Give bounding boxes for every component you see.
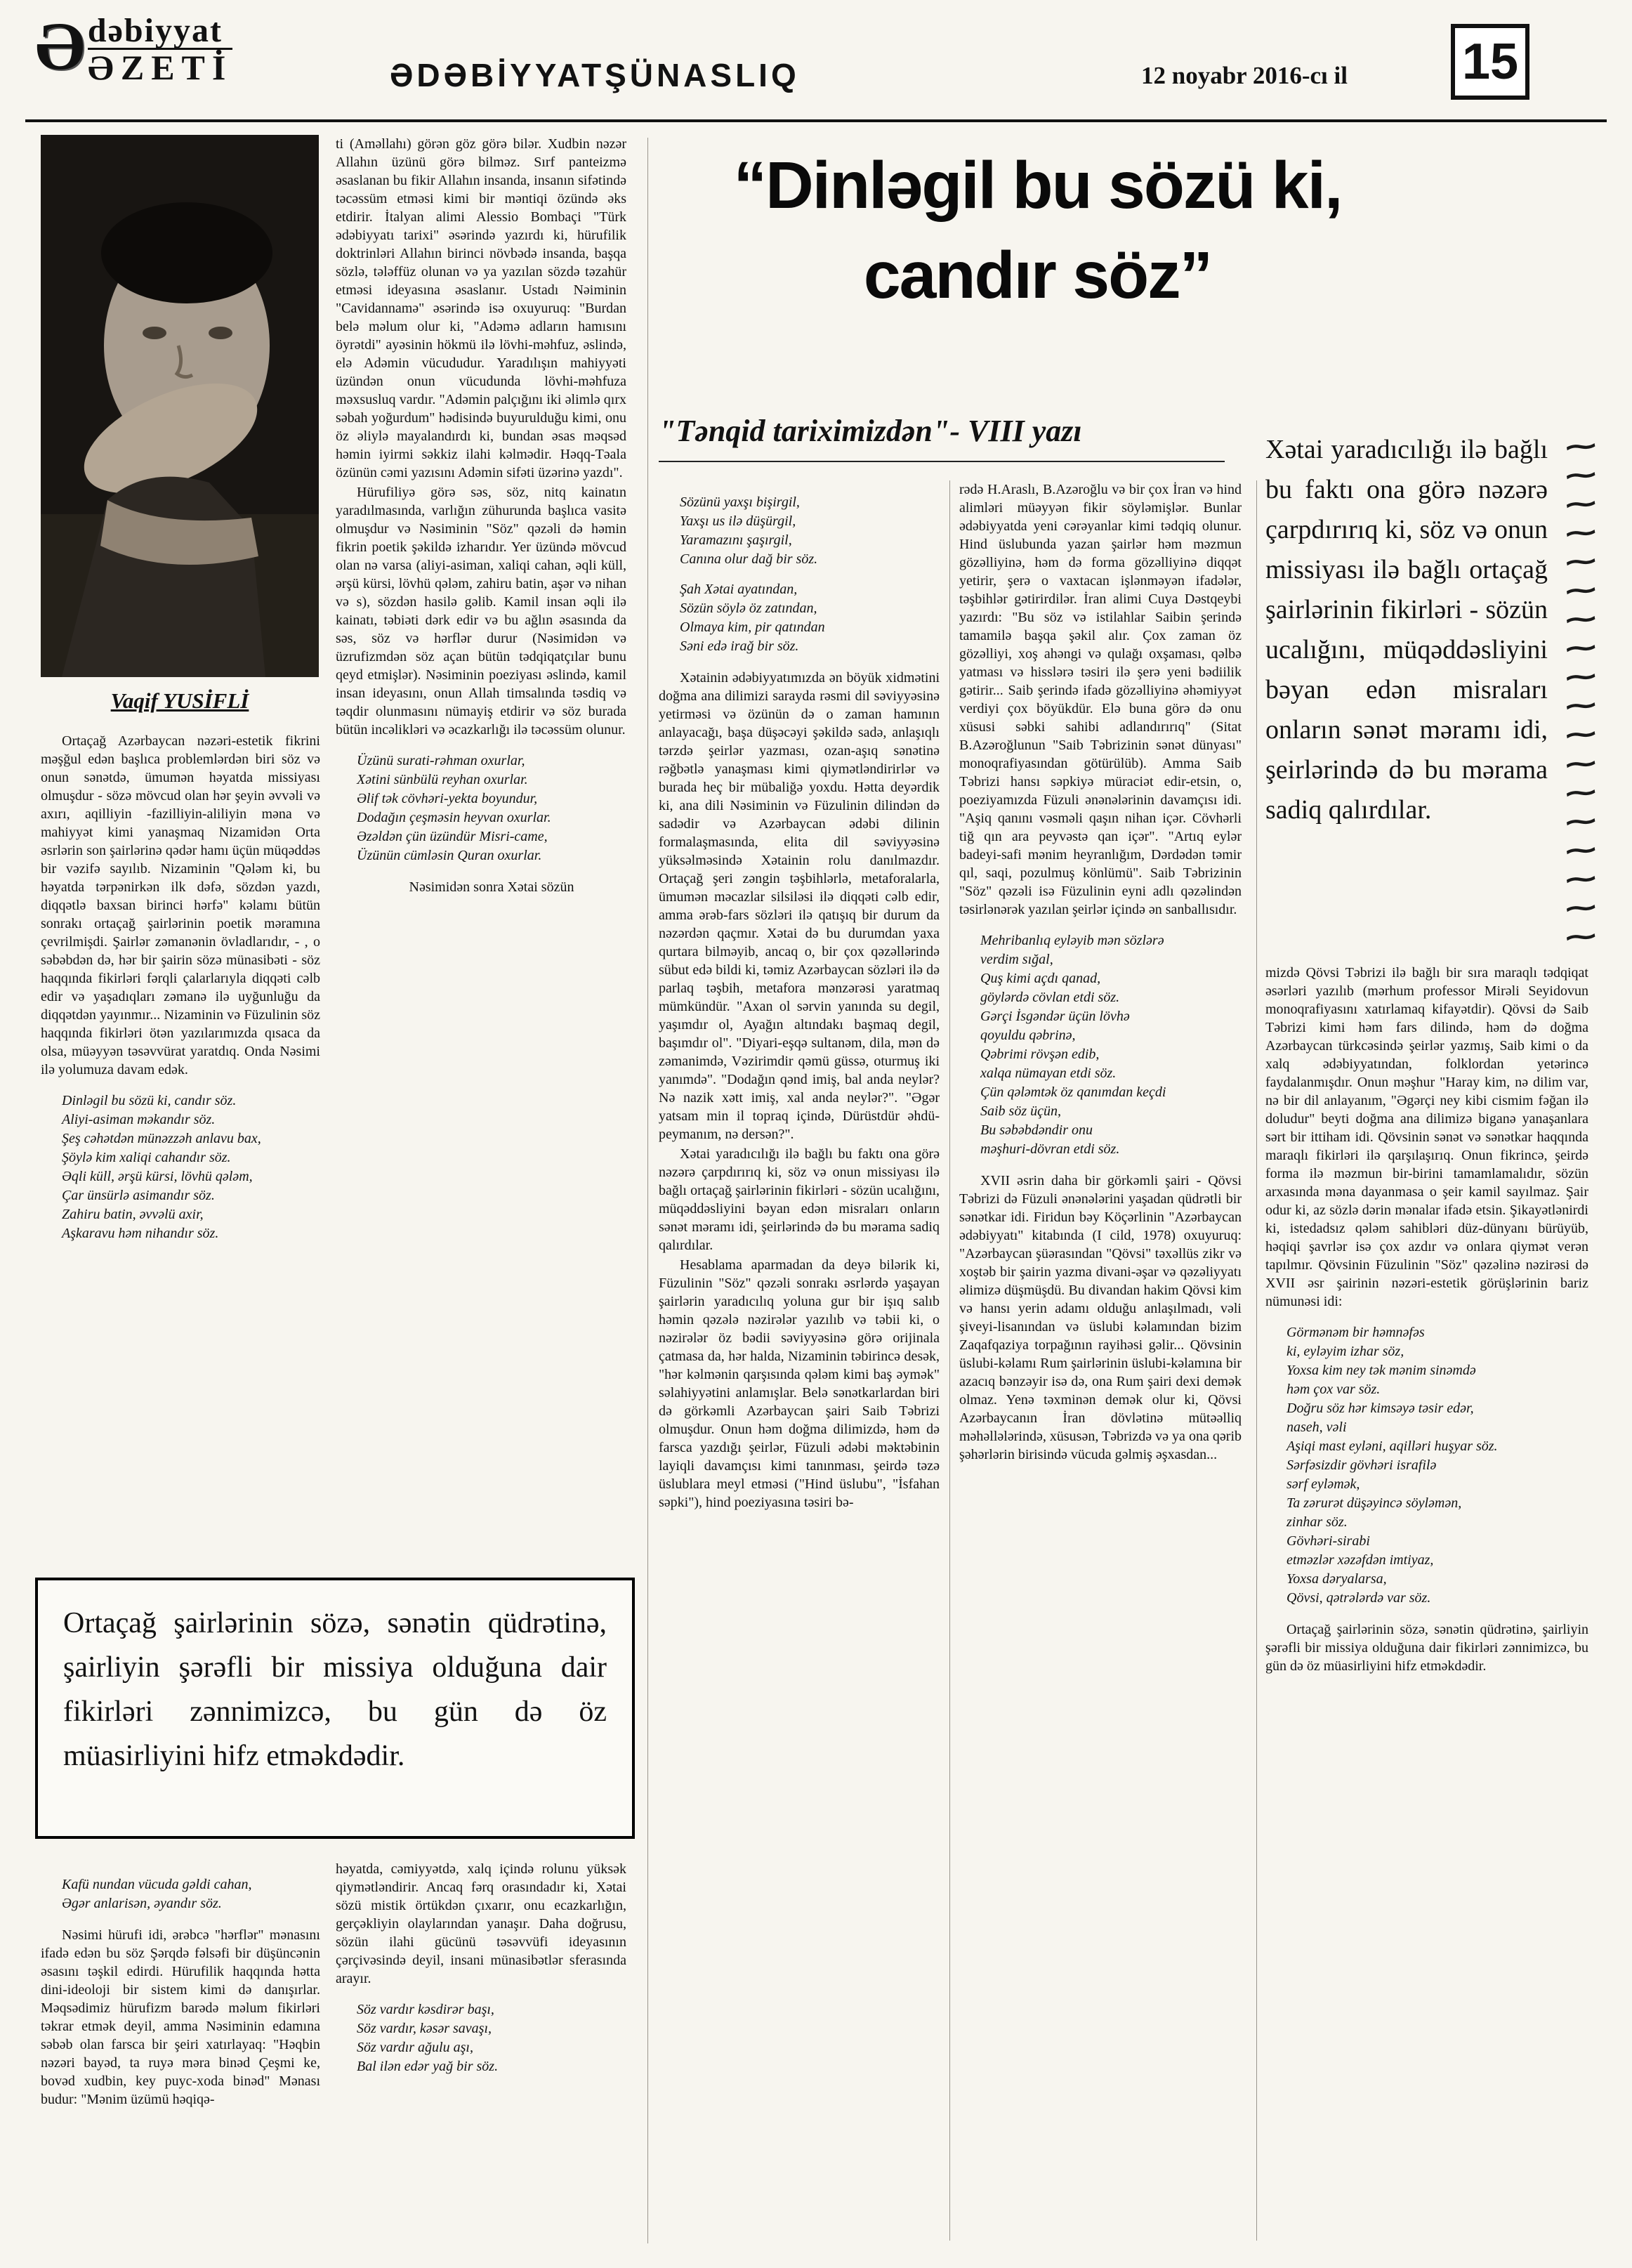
squiggle-mark: ~ xyxy=(1559,688,1603,722)
column-rule xyxy=(949,480,950,2241)
poem-line: ki, eyləyim izhar söz, xyxy=(1286,1344,1404,1359)
squiggle-mark: ~ xyxy=(1559,429,1603,463)
poem-line: Bu səbəbdəndir onu xyxy=(980,1122,1093,1138)
issue-date: 12 noyabr 2016-cı il xyxy=(1141,62,1348,89)
poem-line: Üzünün cümləsin Quran oxurlar. xyxy=(357,848,542,863)
poem-line: Qəbrimi rövşən edib, xyxy=(980,1047,1100,1062)
squiggle-mark: ~ xyxy=(1559,775,1603,809)
squiggle-mark: ~ xyxy=(1559,862,1603,896)
squiggle-mark: ~ xyxy=(1559,602,1603,636)
poem-line: Qövsi, qətrələrdə var söz. xyxy=(1286,1590,1431,1606)
headline-block xyxy=(657,140,1419,321)
poem-line: verdim sığal, xyxy=(980,952,1053,967)
poem-line: Əlif tək cövhəri-yekta boyundur, xyxy=(357,791,538,806)
author-caption: Vaqif YUSİFLİ xyxy=(110,688,249,713)
squiggle-mark: ~ xyxy=(1559,919,1603,953)
poem-line: nasеh, vəli xyxy=(1286,1420,1347,1435)
poem-line: Saib söz üçün, xyxy=(980,1103,1061,1119)
poem-line: Xətini sünbülü reyhan oxurlar. xyxy=(357,772,528,787)
poem-line: Sözün söylə öz zatından, xyxy=(680,601,817,616)
paragraph: rədə H.Araslı, B.Azəroğlu və bir çox İran və hind alimləri müəyyən fikir söyləmişlər. Bunlar ədəbiyyatda yeni cərəyanlar kimi tədqiq olunur. Hind üslubunda yazan şairlər həm məzmun gözəlliyinə, həm də forma gözəlliyinə diqqət yetirir, şerə o vaxtacan işlənməyən ifadələr, təşbihlər gətirirdilər. İran alimi Cuya Dəstqeybi yazırdı: "Bu söz və istilahlar Saibin şerində tamamilə başqa şəkil alır. Çox zaman öz gözəlliyi, xoş ahəngi və qulağı oxşaması, qəlbə yatması və hisslərə təsiri ilə şerə yeni bədiilik gətirir... Saib şerində ifadə gözəlliyinə əhəmiyyət verdiyi çox böyükdür. Elə buna görə də onu xüsusi səbki sahibi adlandırırıq" (Sitat B.Azəroğlunun "Saib Təbrizinin sənət dünyası" monoqrafiyasından götürülüb). Amma Saib Təbrizi hansı səpkiyə müraciət edir-etsin, o, poeziyamızda Füzuli ənənələrinin davamçısı idi. "Aşiq qanını vəsməli qaşın nihan içər. Cövhərli tiğ qın ara peyvəstə qan içər". "Artıq eylər badeyi-safi mənim heyranlığım, Dərdədən təmir qıl, saqi, pozulmuş könlümü". Saib Təbrizinin "Söz" qəzəli isə Füzulinin eyni adlı qəzəlindən təsirlənərək yazılan şeirlər içində ən sanballısıdır. xyxy=(959,482,1242,917)
poem-line: Ta zərurət düşəyincə söyləmən, xyxy=(1286,1495,1462,1511)
squiggle-decoration xyxy=(1553,429,1608,953)
squiggle-mark: ~ xyxy=(1559,516,1603,549)
poem-line: Söz vardır kəsdirər başı, xyxy=(357,2002,494,2017)
squiggle-mark: ~ xyxy=(1559,458,1603,492)
squiggle-mark: ~ xyxy=(1559,891,1603,924)
paragraph: Hürufiliyə görə səs, söz, nitq kainatın yaradılmasında, varlığın zühurunda başlıca vasitə olmuşdur və Nəsiminin "Söz" qəzəli də həmin fikrin poetik şəkildə izharıdır. Yer üzündə mövcud olan nə varsa (aliyi-asiman, xaliqi cahan, əqli küll, ərşü kürsi, lövhü qələm, zahiru batin, aşər və nihan və s), sözdən hasilə gəlib. Kamil insan əqli ilə kainatı, təbiəti dərk edir və bu ağlın əsasında da səs, söz və hərflər durur (Nəsimidən və üzrufizmdən söz açan bütün tədqiqatçılar bunu qeyd etmişlər). Nəsiminin poeziyası əslində, kamil insan ideyasını, onun Allah timsalında təsdiq və təqdir olunmasını nümayiş etdirir və söz burada bütün incəlikləri və əcazkarlığı ilə təcəssüm olunur. xyxy=(336,485,626,738)
paragraph: mizdə Qövsi Təbrizi ilə bağlı bir sıra maraqlı tədqiqat əsərləri yazılıb (mərhum professor Mirəli Seyidovun monoqrafiyasını xatırlamaq kifayətdir). Qövsi də Saib Təbrizi kimi həm fars dilində, həm də doğma Azərbaycan türkcəsində şeirlər yazmış, Saib kimi o da xalq ədəbiyyatından, folklordan yetərincə faydalanmışdır. Onun məşhur "Haray kim, nə dilim var, nə bir dil anlayanım, "Əgərçi ney kibi cismim fəğan ilə doludur" beyti doğma ana dilimizə biganə yanaşanlara sərt bir ittiham idi. Qövsinin sənət və sənətkar haqqında maraqlı fikirləri ilə qarşılaşırıq. Onun fikrincə, şeirdə forma ilə məzmun bir-birini tamamlamalıdır, sözün arxasında məna dayanmasa o şeir kamil sayılmaz. Şair odur ki, az sözlə dərin mənalar ifadə etsin. Şikayətlənirdi ki, istedadsız qələm sahibləri düz-dünyanı bürüyüb, həqiqi şavrlər isə çox azdır və onlara qiymət verən tapılmır. Qövsinin Füzulinin "Söz" qəzəlinə nəzirəsi də XVII əsr şairinin nəzəri-estetik görüşlərinin bariz nümunəsi idi: xyxy=(1265,965,1588,1309)
pull-quote-box xyxy=(35,1578,635,1839)
poem-line: Bal ilən edər yağ bir söz. xyxy=(357,2059,499,2074)
squiggle-mark: ~ xyxy=(1559,833,1603,867)
poem-line: Gövhəri-sirabi xyxy=(1286,1533,1370,1549)
portrait-photo xyxy=(41,135,319,677)
poem-line: Gərçi İsgəndər üçün lövhə xyxy=(980,1009,1130,1024)
paragraph: Ortaçağ Azərbaycan nəzəri-estetik fikrini məşğul edən başlıca problemlərdən biri söz və onun sənətdə, ümumən həyatda missiyası olmuşdur - sözə mövcud olan hər şeyin əvvəli və axırı, aqilliyin -fazilliyin-aliliyin məna və mahiyyət kimi yanaşmaq Nizamidən Orta əsrlərin son şairlərinə qədər hamı üçün müqəddəs bir vəzifə sayılıb. Nizaminin "Qələm ki, bu həyatda tərpənirkən ilk dəfə, sözdən yazdı, diqqətlə baxsan birinci hərfə" kəlamı bütün sonrakı ortaçağ şairlərinin poetik məramına çevrilmişdi. Şairlər zəmanənin övladlarıdır, - , o səbəbdən də, hər bir şairin sözə münasibəti - söz haqqında fikirləri fərqli çalarlarıyla diqqəti cəlb edir və yaşadıqları zəmanə ilə uyğunluğu da diqqətdən yayınmır... Nizaminin və Füzulinin söz haqqında fikirləri ötən yazılarımızda qısaca da olsa, müəyyən təsəvvürat yaratdıq. Onda Nəsimi ilə yolumuza davam edək. xyxy=(41,733,320,1077)
logo-line1: dəbiyyat xyxy=(87,12,223,49)
poem xyxy=(1286,1323,1588,1608)
poem-line: Zahiru batin, əvvəlü axir, xyxy=(62,1207,204,1222)
poem-line: Mehribanlıq eyləyib mən sözlərə xyxy=(980,933,1164,948)
header-rule xyxy=(25,119,1607,122)
poem-line: Əgər anlarisən, əyandır söz. xyxy=(62,1896,222,1911)
paragraph: Nəsimi hürufi idi, ərəbcə "hərflər" mənasını ifadə edən bu söz Şərqdə fəlsəfi bir düşüncənin əsasını təşkil edirdi. Hürufilik haqqında hətta dini-ideoloji bir sistem kimi də danışırlar. Məqsədimiz hürufizm barədə məlum fikirləri təkrar etmək deyil, amma Nəsiminin edamına səbəb olan farsca bir şeiri xatırlayaq: "Həqbin nəzəri bayəd, ta ruyə məra binəd Çeşmi ke, bovəd xudbin, key puyc-xoda binəd" Mənası budur: "Mənim üzümü həqiqə- xyxy=(41,1927,320,2107)
pull-quote-text: Ortaçağ şairlərinin sözə, sənətin qüdrətinə, şairliyin şərəfli bir missiya olduğuna dair fikirləri zənnimizcə, bu gün də öz müasirliyini hifz etməkdədir. xyxy=(63,1607,607,1772)
poem-line: Olmaya kim, pir qatından xyxy=(680,620,825,635)
poem xyxy=(980,931,1242,1159)
article-column-4 xyxy=(959,480,1242,2243)
headline-line2: candır söz” xyxy=(863,238,1212,313)
article-column-5 xyxy=(1265,964,1588,2245)
poem-line: Canına olur dağ bir söz. xyxy=(680,551,818,567)
poem-line: Aliyi-asiman məkandır söz. xyxy=(62,1112,216,1127)
squiggle-mark: ~ xyxy=(1559,573,1603,607)
poem-line: Şah Xətai ayatından, xyxy=(680,582,798,597)
poem-line: Üzünü surati-rəhman oxurlar, xyxy=(357,753,525,768)
poem-line: Çün qələmtək öz qanımdan keçdi xyxy=(980,1084,1166,1100)
headline-line1: “Dinləgil bu sözü ki, xyxy=(733,148,1342,223)
poem-line: Şeş cəhətdən münəzzəh anlavu bax, xyxy=(62,1131,261,1146)
poem-line: həm çox var söz. xyxy=(1286,1382,1381,1397)
section-title: ƏDƏBİYYATŞÜNASLIQ xyxy=(390,57,800,93)
squiggle-mark: ~ xyxy=(1559,660,1603,693)
poem-line: Çar ünsürlə asimandır söz. xyxy=(62,1188,215,1203)
paragraph: Nəsimidən sonra Xətai sözün xyxy=(409,879,574,895)
squiggle-mark: ~ xyxy=(1559,746,1603,780)
squiggle-mark: ~ xyxy=(1559,544,1603,578)
paragraph: Ortaçağ şairlərinin sözə, sənətin qüdrətinə, şairliyin şərəfli bir missiya olduğuna dair fikirləri zənnimizcə, bu gün də öz müasirliyini hifz etməkdədir. xyxy=(1265,1622,1588,1674)
paragraph: ti (Aməllahı) görən göz görə bilər. Xudbin nəzər Allahın üzünü görə bilməz. Sırf panteizmə əsaslanan bu fikir Allahın insanda, insanın sifətində təcəssüm etməsi kimi bir məntiqi özündə əks etdirir. İtalyan alimi Alessio Bombaçi "Türk ədəbiyyatı tarixi" əsərində yazırdı ki, hürufilik doktrinləri Allahın birinci növbədə insanda, başqa sözlə, tələffüz olunan və ya yazılan sözdə təzahür etməsi ideyasına əsaslanır. Ustadı Nəiminin "Cavidannamə" əsərində isə oxuyuruq: "Burdan belə məlum olur ki, "Adəmə adların hamısını öyrətdi" ayəsinin hökmü ilə lövhi-məhfuz, əslində, elə Adəmin vücududur. Yaradılışın mahiyyəti üzündən onun vücudunda lövhi-məhfuza məxsusluq vardır. "Adəmin palçığını iki əlimlə qırx səbah yoğurdum" hədisində buyurulduğu kimi, onu öz əliylə mayalandırdı ki, bundan əsas məqsəd həmin iyirmi səkkiz ilahi kəlmədir. Həqq-Təala özünün cəmi yazısını Adəmin sifəti üzərinə yazdı". xyxy=(336,136,626,480)
poem-line: Yoxsa kim ney tək mənim sinəmdə xyxy=(1286,1363,1476,1378)
poem-line xyxy=(680,569,940,580)
squiggle-mark: ~ xyxy=(1559,487,1603,520)
poem-line: Söz vardır ağulu aşı, xyxy=(357,2040,473,2055)
poem-line: Dinləgil bu sözü ki, candır söz. xyxy=(62,1093,237,1108)
poem-line: Şöylə kim xaliqi cahandır söz. xyxy=(62,1150,231,1165)
squiggle-mark: ~ xyxy=(1559,804,1603,838)
poem-line: Sərfəsizdir gövhəri israfilə xyxy=(1286,1457,1437,1473)
squiggle-mark: ~ xyxy=(1559,717,1603,752)
poem xyxy=(680,493,940,656)
page-number-box xyxy=(1451,24,1529,100)
paragraph: Xətainin ədəbiyyatımızda ən böyük xidmətini doğma ana dilimizi sarayda rəsmi dil səviyyəsinə yetirməsi və özünün də o zaman hamının anlayacağı, başa düşəcəyi şəkildə sadə, anlaşıqlı tərzdə şeirlər yazması, ozan-aşıq sənətinə rəğbətlə yanaşması kimi qiymətləndirirlər və burada heç bir mübaliğə yoxdu. Hətta deyərdik ki, ana dili Nəsiminin və Füzulinin dilindən də sadədir və Azərbaycan ədəbi dilinin formalaşmasında, elita dil səviyyəsinə yüksəlməsində Xətainin rolu danılmazdır. Ortaçağ şeri zəngin təşbihlərlə, metaforalarla, ümumən məcazlar silsiləsi ilə diqqəti cəlb edir, amma ərəb-fars sözləri ilə qatışıq bir durum da nəzərdən qaçmır. Xətai də bu durumdan yaxa qurtara bilməyib, ancaq o, bir çox qəzəllərində sübut edə bildi ki, təmiz Azərbaycan sözləri ilə də parlaq təşbih, metafora mənzərəsi yaratmaq mümkündür. "Axan ol sərvin yanında su degil, yaşımdır ol, Ayağın altındakı başmaq degil, başımdır ol". "Diyari-eşqə sultanəm, dila, mən də zəmanimdə, Vəzirimdir qəmü güssə, oturmuş iki yanımdə". "Dodağın qənd imiş, bal anda neylər? Nə nazik xətt imiş, xal anda neylər?". "Əgər yatsam min il topraq içində, Dürüstdür əhdü-peymanım, nə dersən?". xyxy=(659,670,940,1142)
poem xyxy=(62,1092,320,1243)
poem-line: Quş kimi açdı qanad, xyxy=(980,971,1101,986)
poem-line: Yoxsa dəryalarsa, xyxy=(1286,1571,1387,1587)
poem-line: Əqli küll, ərşü kürsi, lövhü qələm, xyxy=(62,1169,253,1184)
logo-line2: ƏZETİ xyxy=(87,48,233,87)
page-number: 15 xyxy=(1461,34,1519,90)
poem-line: sərf eyləmək, xyxy=(1286,1476,1360,1492)
poem-line: Aşkaravu həm nihandır söz. xyxy=(62,1226,219,1241)
newspaper-logo xyxy=(35,8,233,87)
column-rule xyxy=(1256,480,1257,2241)
squiggle-mark: ~ xyxy=(1559,631,1603,664)
article-column-2 xyxy=(336,135,626,1572)
article-column-1-bottom xyxy=(41,1863,320,2248)
poem-line: Əzəldən çün üzündür Misri-came, xyxy=(357,829,548,844)
article-column-3 xyxy=(659,480,940,2243)
logo-ornament-letter: Ə xyxy=(35,8,85,84)
poem-line: Doğru söz hər kimsəyə təsir edər, xyxy=(1286,1401,1474,1416)
poem-line: xalqa nümayan etdi söz. xyxy=(980,1066,1117,1081)
paragraph: XVII əsrin daha bir görkəmli şairi - Qövsi Təbrizi də Füzuli ənənələrini yaşadan qüdrətli bir sənətkar idi. Firidun bəy Köçərlinin "Azərbaycan ədəbiyyatı" kitabında (I cild, 1978) oxuyuruq: "Azərbaycan şüərasından "Qövsi" təxəllüs zikr və xoştəb bir şairin yazma divani-əşar və qəzəliyyatı əlimizə düşmüşdü. Bu divandan hakim Qövsi kim və hansı yerin adamı olduğu anlaşılmadı, vəli şiveyi-lisanından və üslubi kəlamından bizim Zaqafqaziya torpağının rayihəsi gəlir... Qövsinin üslubi-kəlamı Rum şairlərinin üslubi-kəlamına bir azacıq bənzəyir isə də, ona Rum şairi dexi demək olmaz. Yenə təxminən demək olur ki, Qövsi Azərbaycanın İran dövlətinə mütəəlliq məhəllələrində, xüsusən, Təbrizdə və ya ona qərib şəhərlərin birisində vücuda gəlmiş əşxasdan... xyxy=(959,1173,1242,1462)
poem-line: məşhuri-dövran etdi söz. xyxy=(980,1141,1120,1157)
poem-line: Səni edə irağ bir söz. xyxy=(680,638,799,654)
poem-line: Görmənəm bir həmnəfəs xyxy=(1286,1325,1425,1340)
poem-line: Sözünü yaxşı bişirgil, xyxy=(680,494,800,510)
poem xyxy=(357,752,626,865)
subtitle-rule xyxy=(659,461,1225,462)
headline-subtitle: "Tənqid tariximizdən"- VIII yazı xyxy=(659,414,1082,448)
poem-line: Kafü nundan vücuda gəldi cahan, xyxy=(62,1877,252,1892)
headline xyxy=(657,140,1419,321)
poem-line: Yaxşı us ilə düşürgil, xyxy=(680,513,796,529)
paragraph: Xətai yaradıcılığı ilə bağlı bu faktı ona görə nəzərə çarpdırırıq ki, söz və onun missiyası ilə bağlı ortaçağ şairlərinin fikirləri - sözün ucalığını, müqəddəsliyini bəyan edən misraları onların sənət məramı idi, şeirlərində də bu mərama sadiq qalırdılar. xyxy=(659,1146,940,1253)
article-column-2-bottom xyxy=(336,1860,626,2248)
column-rule xyxy=(647,138,648,2243)
poem-line: Söz vardır, kəsər savaşı, xyxy=(357,2021,492,2036)
poem-line: zinhar söz. xyxy=(1286,1514,1348,1530)
poem-line: Aşiqi mast eyləni, aqilləri huşyar söz. xyxy=(1286,1438,1498,1454)
paragraph: həyatda, cəmiyyətdə, xalq içində rolunu yüksək qiymətləndirir. Ancaq fərq orasındadır ki, Xətai sözü mistik örtükdən çıxarır, onu ecazkarlığın, gerçəkliyin olaylarından yanaşır. Daha doğrusu, sözün ilahi gücünü təsəvvüfi ideyasının çərçivəsində deyil, insani münasibətlər sferasında arayır. xyxy=(336,1861,626,1986)
highlight-text: Xətai yaradıcılığı ilə bağlı bu faktı ona görə nəzərə çarpdırırıq ki, söz və onun missiyası ilə bağlı ortaçağ şairlərinin fikirləri - sözün ucalığını, müqəddəsliyini bəyan edən misraları onların sənət məramı idi, şeirlərində də bu mərama sadiq qalırdılar. xyxy=(1265,435,1548,825)
poem xyxy=(357,2000,626,2076)
article-column-1 xyxy=(41,732,320,1572)
poem-line: göylərdə cövlan etdi söz. xyxy=(980,990,1120,1005)
poem-line: qoyuldu qəbrinə, xyxy=(980,1028,1076,1043)
portrait-illustration xyxy=(41,135,319,677)
poem-line: Yaramazını şaşırgil, xyxy=(680,532,792,548)
poem-line: Dodağın çeşməsin heyvan oxurlar. xyxy=(357,810,551,825)
poem xyxy=(62,1875,320,1913)
poem-line: etməzlər xəzəfdən imtiyaz, xyxy=(1286,1552,1434,1568)
highlight-paragraph xyxy=(1265,430,1548,955)
paragraph: Hesablama aparmadan da deyə bilərik ki, Füzulinin "Söz" qəzəli sonrakı əsrlərdə yaşayan şairlərin yaradıcılıq yoluna gur bir işıq salıb həmin qəzələ nəzirələr yazılıb və təbii ki, o nəzirələr öz bədii səviyyəsinə görə orijinala çatmasa da, hər halda, Nizaminin təbirincə desək, "hər kəlmənin qarşısında qələm kimi baş əymək" səlahiyyətini anlamışlar. Belə sənətkarlardan biri də görkəmli Azərbaycan şairi Saib Təbrizi olmuşdur. Onun həm doğma dilimizdə, həm də farsca yazdığı şeirlər, Füzuli ədəbi məktəbinin layiqli davamçısı kimi tanınması, şeirdə təzə üslublara meyl etməsi ("Hind üslubu", "İsfahan səpki"), hind poeziyasına təsiri bə- xyxy=(659,1257,940,1510)
